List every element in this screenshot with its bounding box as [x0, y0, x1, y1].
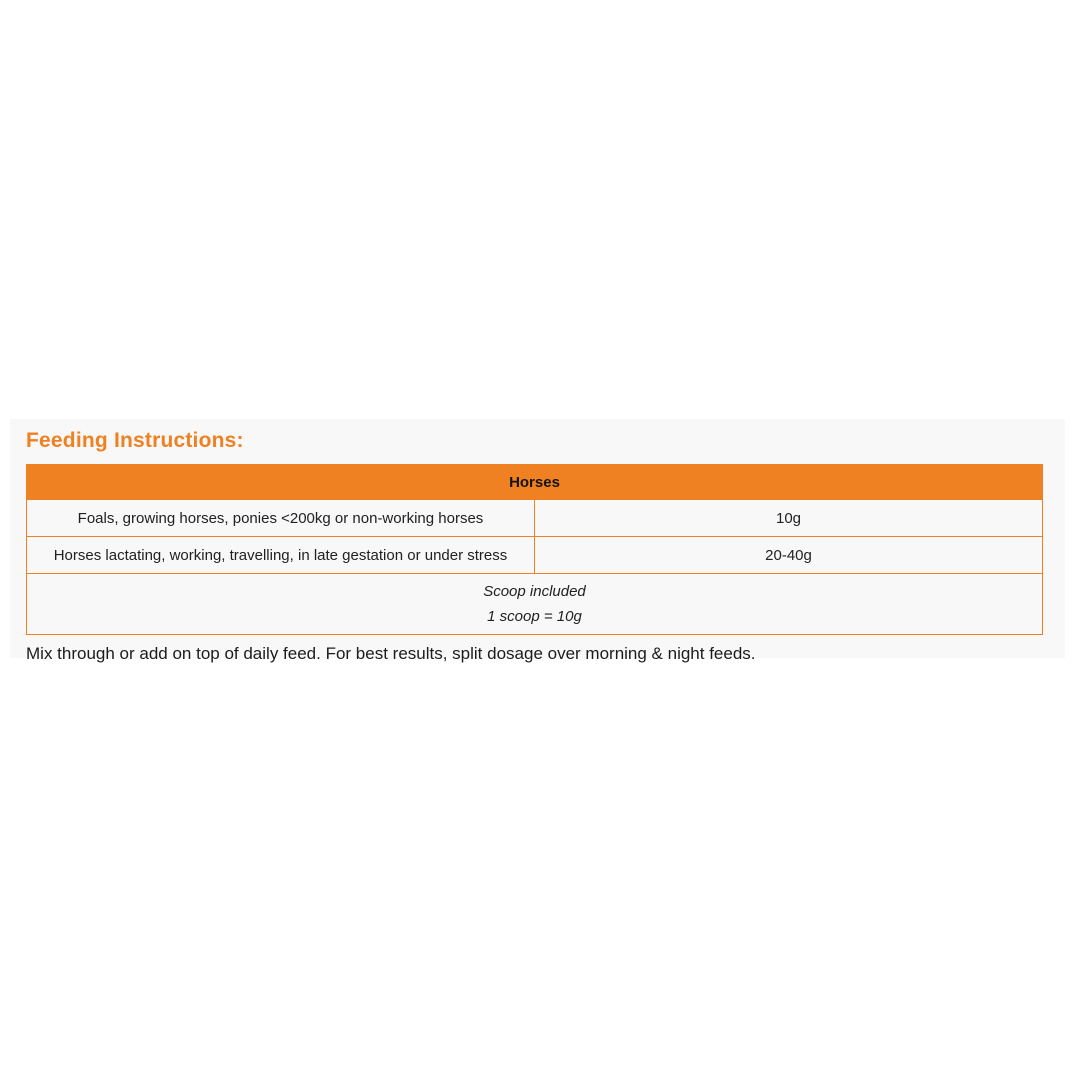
animal-group-cell: Foals, growing horses, ponies <200kg or non-working horses: [27, 500, 535, 537]
scoop-info-cell: [27, 574, 1043, 635]
table-row: [27, 537, 1043, 574]
table-header-row: [27, 465, 1043, 500]
scoop-included-text: Scoop included: [483, 583, 586, 600]
feeding-instructions-panel: [10, 419, 1065, 663]
scoop-info-row: [27, 574, 1043, 635]
feeding-usage-note: Mix through or add on top of daily feed. For best results, split dosage over morning & night feeds.: [26, 644, 756, 663]
species-header-horses: Horses: [27, 465, 1043, 500]
feeding-table: [26, 464, 1043, 635]
dose-cell: 20-40g: [535, 537, 1043, 574]
dose-cell: 10g: [535, 500, 1043, 537]
feeding-instructions-title: Feeding Instructions:: [26, 429, 244, 452]
table-row: [27, 500, 1043, 537]
scoop-equivalence-text: 1 scoop = 10g: [487, 608, 582, 625]
animal-group-cell: Horses lactating, working, travelling, in late gestation or under stress: [27, 537, 535, 574]
